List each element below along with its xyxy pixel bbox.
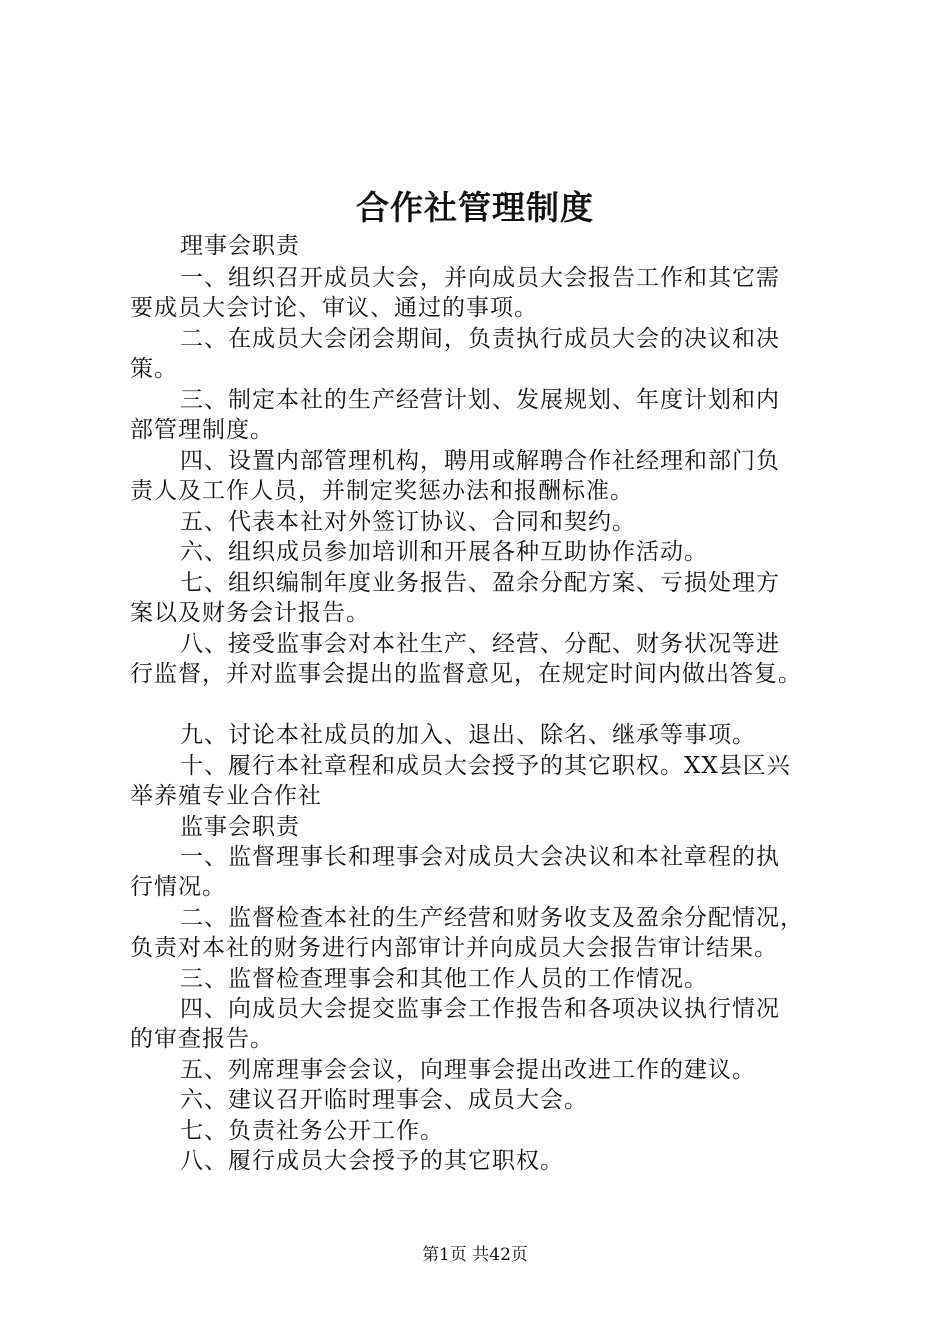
text-line: 六、组织成员参加培训和开展各种互助协作活动。 [180,539,708,565]
text-line: 八、履行成员大会授予的其它职权。 [180,1148,564,1174]
text-line: 四、向成员大会提交监事会工作报告和各项决议执行情况 [180,996,780,1022]
text-line: 五、列席理事会会议，向理事会提出改进工作的建议。 [180,1057,756,1083]
text-line: 策。 [130,356,178,382]
text-line: 行情况。 [130,874,226,900]
text-line: 行监督，并对监事会提出的监督意见，在规定时间内做出答复。 [130,661,802,687]
text-line: 三、监督检查理事会和其他工作人员的工作情况。 [180,966,708,992]
text-line: 监事会职责 [180,814,300,840]
text-line: 二、在成员大会闭会期间，负责执行成员大会的决议和决 [180,326,780,352]
text-line: 二、监督检查本社的生产经营和财务收支及盈余分配情况， [180,905,804,931]
text-line: 部管理制度。 [130,417,274,443]
text-line: 举养殖专业合作社 [130,783,322,809]
page-title: 合作社管理制度 [356,188,594,227]
text-line: 八、接受监事会对本社生产、经营、分配、财务状况等进 [180,631,780,657]
text-line: 七、组织编制年度业务报告、盈余分配方案、亏损处理方 [180,570,780,596]
text-line: 理事会职责 [180,233,300,259]
text-line: 负责对本社的财务进行内部审计并向成员大会报告审计结果。 [130,935,778,961]
text-line: 四、设置内部管理机构，聘用或解聘合作社经理和部门负 [180,448,780,474]
text-line: 要成员大会讨论、审议、通过的事项。 [130,295,538,321]
text-line: 五、代表本社对外签订协议、合同和契约。 [180,509,636,535]
text-line: 六、建议召开临时理事会、成员大会。 [180,1087,588,1113]
text-line: 一、监督理事长和理事会对成员大会决议和本社章程的执 [180,844,780,870]
text-line: 案以及财务会计报告。 [130,600,370,626]
text-line: 三、制定本社的生产经营计划、发展规划、年度计划和内 [180,387,780,413]
text-line: 九、讨论本社成员的加入、退出、除名、继承等事项。 [180,722,756,748]
text-line: 七、负责社务公开工作。 [180,1118,444,1144]
text-line: 十、履行本社章程和成员大会授予的其它职权。XX县区兴 [180,753,791,779]
text-line: 一、组织召开成员大会，并向成员大会报告工作和其它需 [180,265,780,291]
page-footer: 第1页 共42页 [422,1245,528,1265]
text-line: 责人及工作人员，并制定奖惩办法和报酬标准。 [130,478,634,504]
text-line: 的审查报告。 [130,1026,274,1052]
